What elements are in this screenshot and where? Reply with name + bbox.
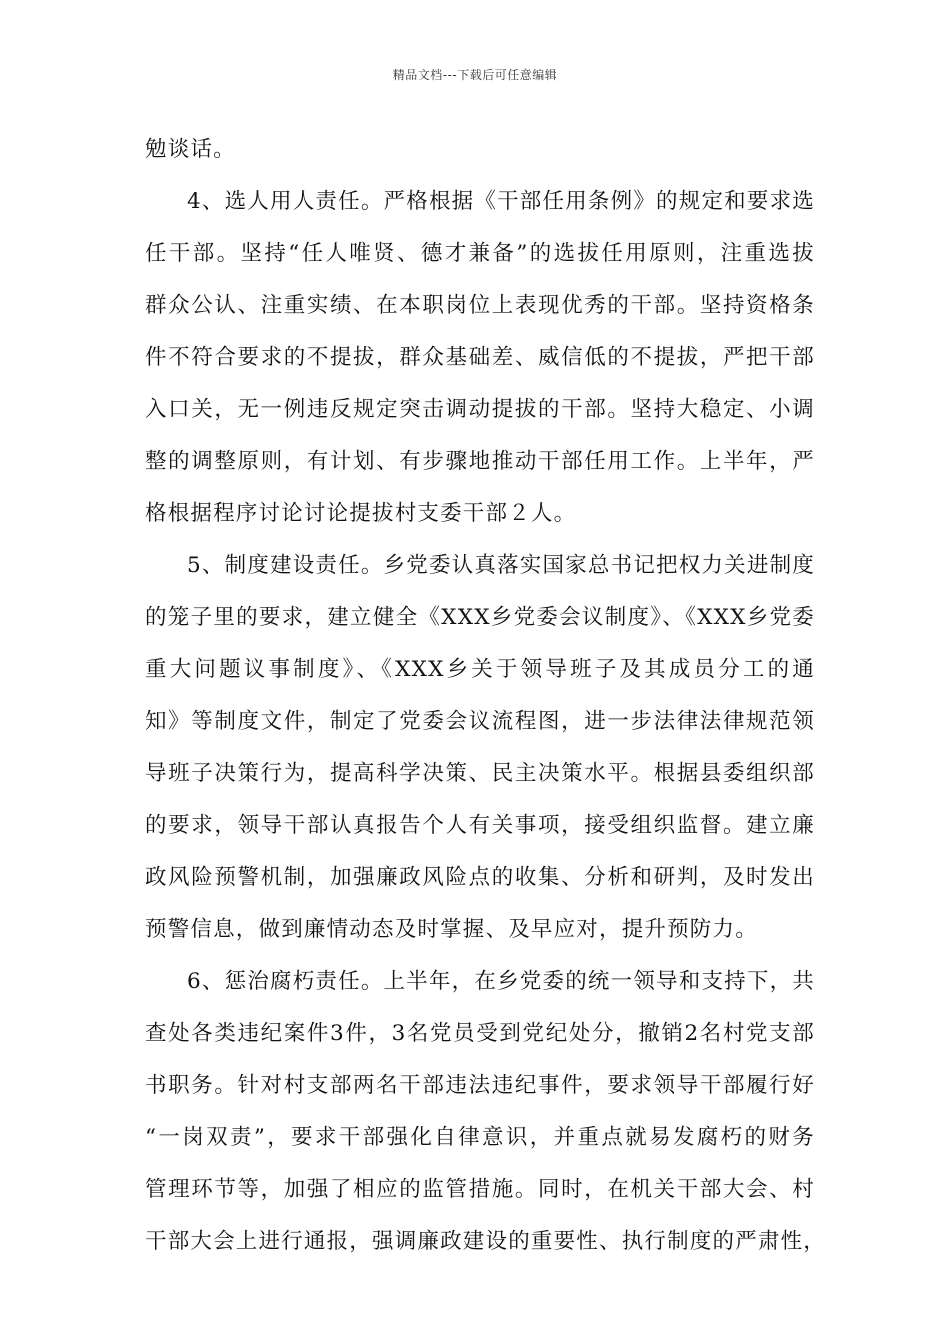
text-line: 重大问题议事制度》、《XXX乡关于领导班子及其成员分工的通 [145,657,815,682]
document-body [145,124,827,1268]
paragraph [145,540,815,956]
text-line: 整的调整原则，有计划、有步骤地推动干部任用工作。上半年，严 [145,449,815,474]
text-line: 4、选人用人责任。严格根据《干部任用条例》的规定和要求选 [187,189,815,214]
text-line: 6、惩治腐朽责任。上半年，在乡党委的统一领导和支持下，共 [187,969,815,994]
text-line: 的要求，领导干部认真报告个人有关事项，接受组织监督。建立廉 [145,813,815,838]
text-line: 勉谈话。 [145,137,236,162]
text-line: 导班子决策行为，提高科学决策、民主决策水平。根据县委组织部 [145,761,815,786]
text-line: 件不符合要求的不提拔，群众基础差、威信低的不提拔，严把干部 [145,345,815,370]
text-line: 预警信息，做到廉情动态及时掌握、及早应对，提升预防力。 [145,917,758,942]
paragraph [145,956,827,1268]
text-line: 干部大会上进行通报，强调廉政建设的重要性、执行制度的严肃性， [145,1229,827,1254]
text-line: 的笼子里的要求，建立健全《XXX乡党委会议制度》、《XXX乡党委 [145,605,815,630]
paragraph [145,176,815,540]
text-line: “一岗双责”，要求干部强化自律意识，并重点就易发腐朽的财务 [145,1125,815,1150]
text-line: 群众公认、注重实绩、在本职岗位上表现优秀的干部。坚持资格条 [145,293,815,318]
text-line: 任干部。坚持“任人唯贤、德才兼备”的选拔任用原则，注重选拔 [145,241,815,266]
text-line: 入口关，无一例违反规定突击调动提拔的干部。坚持大稳定、小调 [145,397,815,422]
text-line: 查处各类违纪案件3件，3名党员受到党纪处分，撤销2名村党支部 [145,1021,815,1046]
page-header: 精品文档---下载后可任意编辑 [392,68,558,82]
text-line: 政风险预警机制，加强廉政风险点的收集、分析和研判，及时发出 [145,865,815,890]
text-line: 格根据程序讨论讨论提拔村支委干部２人。 [145,501,577,526]
paragraph [145,124,815,176]
text-line: 管理环节等，加强了相应的监管措施。同时，在机关干部大会、村 [145,1177,815,1202]
text-line: 知》等制度文件，制定了党委会议流程图，进一步法律法律规范领 [145,709,815,734]
text-line: 5、制度建设责任。乡党委认真落实国家总书记把权力关进制度 [187,553,815,578]
text-line: 书职务。针对村支部两名干部违法违纪事件，要求领导干部履行好 [145,1073,815,1098]
